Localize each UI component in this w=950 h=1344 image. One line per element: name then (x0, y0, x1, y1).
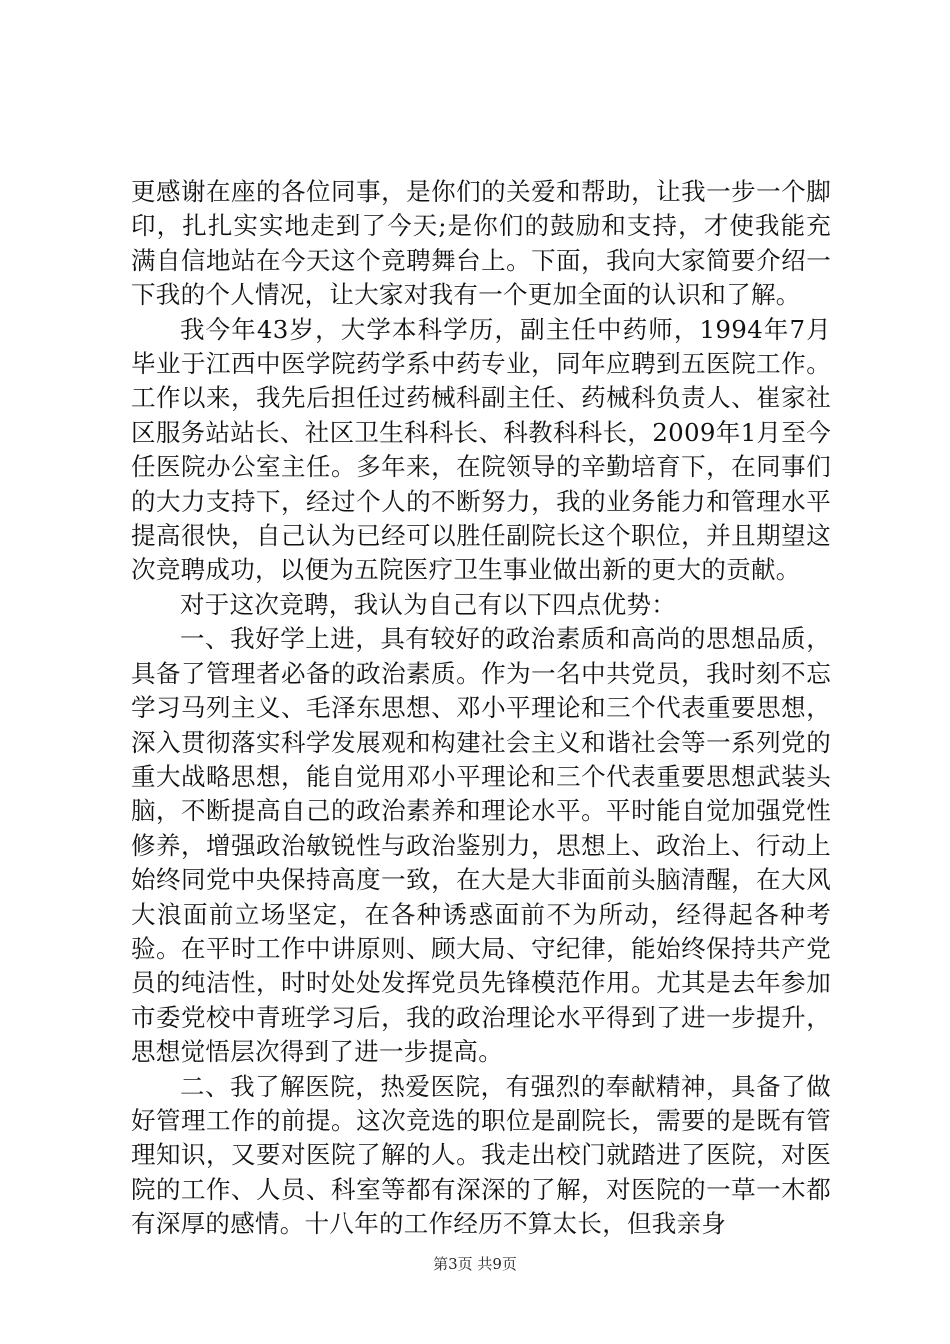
paragraph-2: 我今年43岁，大学本科学历，副主任中药师，1994年7月毕业于江西中医学院药学系中药专业，同年应聘到五医院工作。工作以来，我先后担任过药械科副主任、药械科负责人、崔家社区服务站站长、社区卫生科科长、科教科科长，2009年1月至今任医院办公室主任。多年来，在院领导的辛勤培育下，在同事们的大力支持下，经过个人的不断努力，我的业务能力和管理水平提高很快，自己认为已经可以胜任副院长这个职位，并且期望这次竞聘成功，以便为五院医疗卫生事业做出新的更大的贡献。 (131, 314, 831, 585)
paragraph-4: 一、我好学上进，具有较好的政治素质和高尚的思想品质，具备了管理者必备的政治素质。作为一名中共党员，我时刻不忘学习马列主义、毛泽东思想、邓小平理论和三个代表重要思想，深入贯彻落实科学发展观和构建社会主义和谐社会等一系列党的重大战略思想，能自觉用邓小平理论和三个代表重要思想武装头脑，不断提高自己的政治素养和理论水平。平时能自觉加强党性修养，增强政治敏锐性与政治鉴别力，思想上、政治上、行动上始终同党中央保持高度一致，在大是大非面前头脑清醒，在大风大浪面前立场坚定，在各种诱惑面前不为所动，经得起各种考验。在平时工作中讲原则、顾大局、守纪律，能始终保持共产党员的纯洁性，时时处处发挥党员先锋模范作用。尤其是去年参加市委党校中青班学习后，我的政治理论水平得到了进一步提升，思想觉悟层次得到了进一步提高。 (131, 624, 831, 1067)
paragraph-1: 更感谢在座的各位同事，是你们的关爱和帮助，让我一步一个脚印，扎扎实实地走到了今天;是你们的鼓励和支持，才使我能充满自信地站在今天这个竞聘舞台上。下面，我向大家简要介绍一下我的个人情况，让大家对我有一个更加全面的认识和了解。 (131, 177, 831, 310)
paragraph-5: 二、我了解医院，热爱医院，有强烈的奉献精神，具备了做好管理工作的前提。这次竞选的职位是副院长，需要的是既有管理知识，又要对医院了解的人。我走出校门就踏进了医院，对医院的工作、人员、科室等都有深深的了解，对医院的一草一木都有深厚的感情。十八年的工作经历不算太长，但我亲身 (131, 1071, 831, 1239)
page-footer: 第3页 共9页 (433, 1255, 517, 1273)
paragraph-3: 对于这次竞聘，我认为自己有以下四点优势： (180, 589, 676, 619)
document-body (131, 175, 831, 1242)
